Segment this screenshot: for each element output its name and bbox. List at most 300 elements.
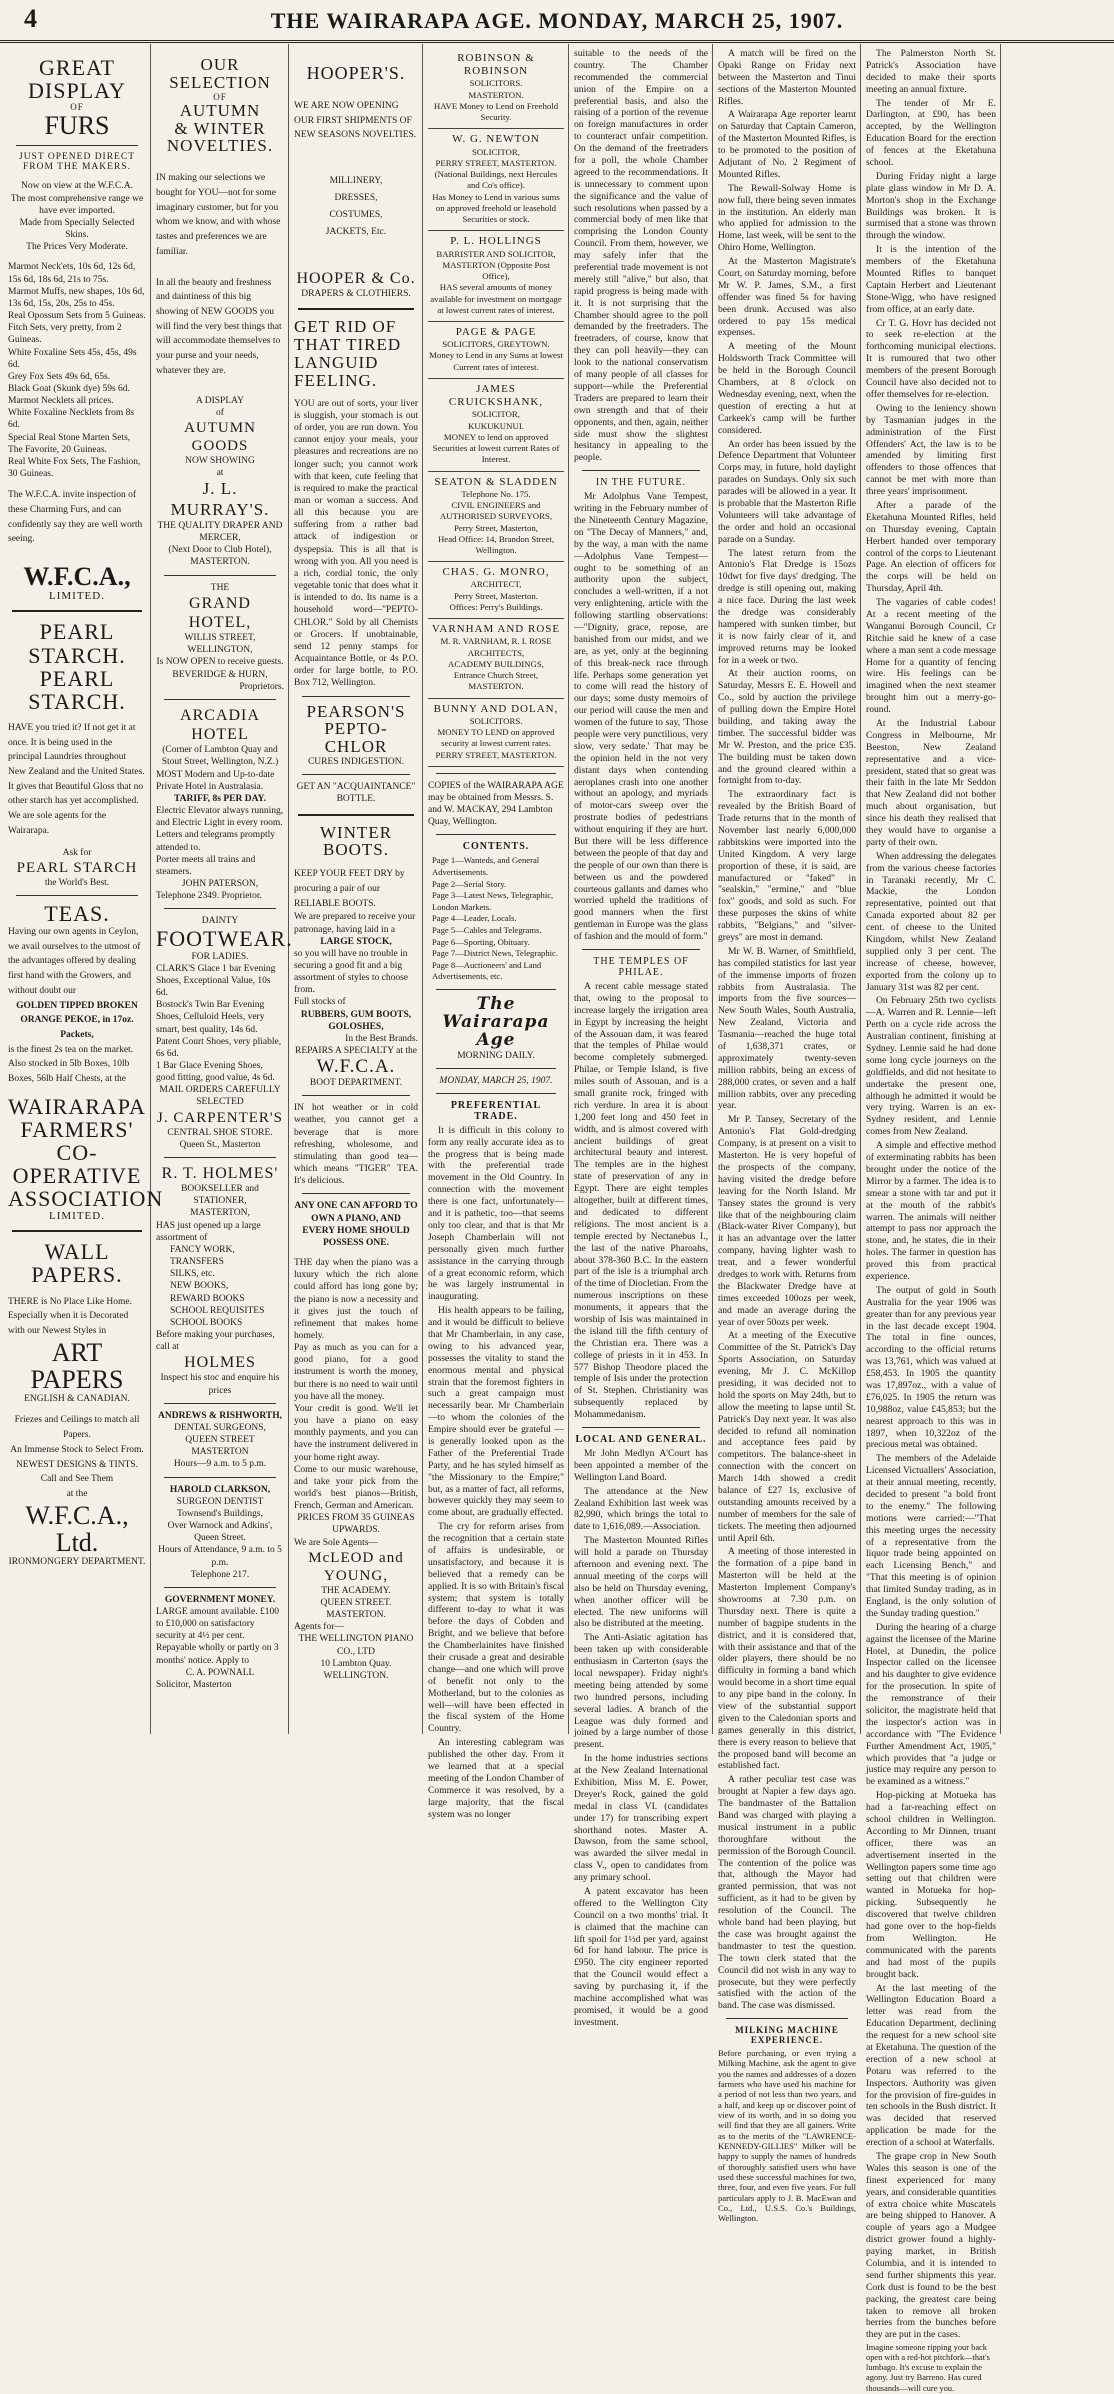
furs-title: FURS <box>44 111 110 141</box>
hooper-headline: HOOPER'S. <box>306 63 406 83</box>
arcadia-body: MOST Modern and Up-to-date Private Hotel in Australasia. <box>156 769 275 792</box>
wfca-limited: LIMITED. <box>49 590 105 603</box>
hooper-item: DRESSES, <box>334 193 378 204</box>
farmers-limited: LIMITED. <box>49 1210 105 1223</box>
card-line: Perry Street, Masterton. <box>453 590 539 601</box>
news-paragraph: It is the intention of the members of the Eketahuna Mounted Rifles to banquet Captain Herbert and Lieutenant Stone-Wigg, who have resigned from office, at an early date. <box>866 244 996 315</box>
card-line: Offices: Perry's Buildings. <box>449 601 543 612</box>
news-paragraph: The vagaries of cable codes! At a recent meeting of the Wanganui Borough Council, Cr Ritchie said he knew of a case where a man sent a code message Home for a quantity of fencing wire. His feelings can be imagined when the next steamer brought him out a merry-go-round. <box>866 597 996 716</box>
card-line: ARCHITECT, <box>470 579 522 590</box>
wallpapers-headline: WALL PAPERS. <box>31 1239 123 1288</box>
art-papers: ART PAPERS <box>30 1337 124 1394</box>
winter-boots-body-3: so you will have no trouble in securing a good fit and a big assortment of styles to choose from. <box>294 948 408 996</box>
future-headline: IN THE FUTURE. <box>595 477 687 489</box>
news-paragraph: Cr T. G. Hovr has decided not to seek re-election at the forthcoming municipal elections. It is rumoured that two other members of the present Borough Council have also decided not to offer themselves for re-election. <box>866 317 996 400</box>
news-paragraph: After a parade of the Eketahuna Mounted Rifles, held on Thursday evening, Captain Herbert handed over temporary control of the corps to Lieutenant Page. An election of officers for the corps will be held on Thursday, April 4th. <box>866 499 996 595</box>
news-paragraph: The Palmerston North St. Patrick's Association have decided to make their sports meeting an annual fixture. <box>866 48 996 95</box>
holmes-town: MASTERTON, <box>190 1208 250 1219</box>
furs-intro: JUST OPENED DIRECT FROM THE MAKERS. <box>19 152 135 173</box>
hooper-items <box>294 173 418 241</box>
news-paragraph: A Wairarapa Age reporter learnt on Saturday that Captain Cameron, of the Masterton Mounted Rifles, is to be promoted to the position of Adjutant of No. 2 Regiment of Mounted Rifles. <box>718 109 856 180</box>
arcadia-tariff: TARIFF, 8s PER DAY. <box>174 793 266 804</box>
arcadia-lines <box>156 805 284 878</box>
news-paragraph: At the Masterton Magistrate's Court, on Saturday morning, before Mr W. P. James, S.M., a first offender was fined 5s for having been drunk. Accused was also ordered to pay 15s medical expenses. <box>718 256 856 339</box>
news-paragraph: Mr P. Tansey, Secretary of the Antonio's Flat Gold-dredging Company, is at present on a visit to Masterton. He is very hopeful of the prospects of the company, having visited the dredge before leaving for the North Island. Mr Tansey states the ground is very like that of the neighbouring claim (Black-water River Company), but it has an advantage over the latter company, having lighter wash to treat, and a fewer wonderful dredges to work with. Returns from the Blackwater Dredge have at times exceeded 100ozs per week, and made an average during the year of over 50ozs per week. <box>718 1114 856 1328</box>
card-line: Money to Lend in any Sums at lowest Current rates of interest. <box>429 350 563 372</box>
grand-hotel-props: BEVERIDGE & HURN, <box>172 669 268 680</box>
teas-body: Having our own agents in Ceylon, we avail ourselves to the utmost of the advantages offered by dealing first hand with the Growers, and without doubt our <box>8 926 141 996</box>
holmes-item: NEW BOOKS, <box>170 1281 229 1292</box>
clarkson-line: Over Warnock and Adkins', <box>167 1521 273 1532</box>
news-paragraph: A match will be fired on the Opaki Range on Friday next between the Masterton and Tinui sections of the Masterton Mounted Rifles. <box>718 48 856 107</box>
starch-body: HAVE you tried it? If not get it at once. It is being used in the principal Laundries throughout New Zealand and the United States. It gives that Beautiful Gloss that no other starch has yet accomplished. We are sole agents for the Wairarapa. <box>8 722 145 836</box>
card-line: CIVIL ENGINEERS and AUTHORISED SURVEYORS, <box>439 500 553 522</box>
column-6 <box>714 48 860 2224</box>
news-paragraph: At their auction rooms, on Saturday, Messrs E. E. Howell and Co., sold by auction the privilege of pulling down the Empire Hotel building, and taking away the timber. The successful bidder was Mr W. Preston, and the price £35. The building must be taken down and the ground cleared within a fortnight from to-day. <box>718 668 856 787</box>
column-rule <box>422 44 423 1734</box>
column-3 <box>290 48 422 1728</box>
footwear-lines <box>156 963 284 1085</box>
gov-money-head: GOVERNMENT MONEY. <box>164 1594 276 1605</box>
local-paragraph: Mr John Medlyn A'Court has been appointed a member of the Wellington Land Board. <box>574 1447 708 1483</box>
milking-body: Before purchasing, or even trying a Milking Machine, ask the agent to give you the names and addresses of a dozen farmers who have used his machine for a period of not less than two years, and a half, and keep up or discover point of view of its worth, and in so doing you will find that they are all gainers. Write as to the merits of the "LAWRENCE-KENNEDY-GILLIES" Milker will be happy to supply the names of hundreds of thoroughly satisfied users who have used these successful machines for two, three, four, and even five years. For full particulars apply to J. B. MacEwan and Co., Ltd., U.S.S. Co.'s Buildings, Wellington. <box>718 2048 856 2224</box>
card-line: Entrance Church Street, MASTERTON. <box>453 670 539 692</box>
holmes-sub: BOOKSELLER and STATIONER, <box>181 1184 259 1207</box>
card-line: SOLICITOR, <box>472 146 520 157</box>
clarkson-lines <box>156 1508 284 1581</box>
piano-agents: We are Sole Agents— <box>294 1537 378 1548</box>
column-5 <box>570 48 712 2028</box>
furs-item: Grey Fox Sets 49s 6d, 65s. <box>8 371 111 382</box>
news-paragraph: The grape crop in New South Wales this season is one of the finest experienced for many years, and considerable quantities of extra choice white Muscatels are being shipped to Hanover. A couple of years ago a Mudgee district grower found a highly-paying market, in British Columbia, and it is intended to send further shipments this year. Cork dust is found to be the best packing, the greatest care being taken to remove all broken berries from the bunches before they are put in the cases. <box>866 2150 996 2341</box>
gov-money-body: LARGE amount available. £100 to £10,000 on satisfactory security at 4½ per cent. Repayable wholly or partly on 3 months' notice. Apply to <box>156 1606 279 1666</box>
contents-row: Page 8—Auctioneers' and Land Advertisements, etc. <box>432 959 542 982</box>
future-text <box>574 491 708 943</box>
footwear-line: 1 Bar Glace Evening Shoes, good fitting, good value, 4s 6d. <box>156 1060 275 1084</box>
news-paragraph: On February 25th two cyclists—A. Warren and R. Lennie—left Perth on a cycle ride across the Australian continent, finishing at Sydney. Lennie said he had done some long cycle journeys on the goldfields, and did not hesitate to undertake the present one, although he admitted it would be very trying. Warren is an ex-Sydney resident, and Lennie comes from New Zealand. <box>866 995 996 1138</box>
holmes-body: HAS just opened up a large assortment of <box>156 1220 261 1243</box>
local-news-column <box>718 48 856 2012</box>
professional-card <box>428 48 564 129</box>
winter-boots-full: Full stocks of <box>294 997 346 1008</box>
murray-name: J. L. MURRAY'S. <box>170 479 270 519</box>
murray-sub: THE QUALITY DRAPER AND MERCER, <box>157 520 283 544</box>
contents-list <box>428 855 564 983</box>
card-line: PERRY STREET, MASTERTON. <box>435 749 557 760</box>
professional-card <box>428 322 564 379</box>
tired-body: YOU are out of sorts, your liver is sluggish, your stomach is out of order, you are run down. You cannot enjoy your meals, your pleasures and recreations are no longer such; you cannot work with that keen, cute feeling that is required to make the practical man or woman a success. And all this because you are suffering from a rather bad attack of indigestion or dyspepsia. This is all that is wrong with you. All you need is a rich, cordial tonic, the only vegetable tonic that does what it is intended to do. Its name is a household word—"PEPTO-CHLOR." Sold by all Chemists or Grocers. If unobtainable, send 12 penny stamps for Acquaintance Bottle, or 4s P.O. order for large bottle, to P.O. Box 712, Wellington. <box>294 398 418 689</box>
furs-item: White Foxaline Necklets from 8s 6d. <box>8 408 135 431</box>
clarkson-line: Queen Street. <box>194 1533 246 1544</box>
furs-item: Marmot Neck'ets, 10s 6d, 12s 6d, 15s 6d, 18s 6d, 21s to 75s. <box>8 262 136 285</box>
contents-row: Page 5—Cables and Telegrams. <box>432 925 542 935</box>
card-name: CHAS. G. MONRO, <box>442 566 550 579</box>
piano-body-2: Pay as much as you can for a good piano, for a good instrument is worth the money, but there is no need to wait until you have all the money. <box>294 1343 418 1402</box>
card-line: Head Office: 14, Brandon Street, Wellington. <box>437 533 555 555</box>
news-paragraph: The output of gold in South Australia for the year 1906 was greater than for any previous year in the last decade except 1904. The total in fine ounces, according to the official returns was 13,761, which was valued at £58,453. In 1905 the quantity was 17,897oz., with a value of £76,025. In 1905 the return was 10,988oz, value £45,853; but the nearest approach to this was in 1897, when 10,322oz of the precious metal was obtained. <box>866 1284 996 1451</box>
wellington-piano-town: WELLINGTON. <box>323 1670 389 1681</box>
ironmongery-dept: IRONMONGERY DEPARTMENT. <box>8 1557 146 1568</box>
column-rule <box>860 44 861 1734</box>
display-label: A DISPLAY <box>196 395 244 406</box>
selection-of: OF <box>213 91 227 102</box>
autumn-goods: AUTUMN GOODS <box>184 419 256 454</box>
news-column-7 <box>866 48 996 2341</box>
card-line: SOLICITOR, <box>472 409 520 420</box>
wfca-ltd: W.F.C.A., Ltd. <box>25 1500 129 1558</box>
furs-line: Now on view at the W.F.C.A. <box>21 181 133 192</box>
news-paragraph: A rather peculiar test case was brought at Napier a few days ago. The bandmaster of the Battalion Band was charged with playing a musical instrument in a public thoroughfare without the permission of the Borough Council. The contention of the police was that, although the Mayor had granted permission, that was not sufficient, as it had to be given by resolution of the Council. The whole band had been playing, but the case was brought against the bandmaster to test the question. The town clerk stated that the Council did not wish in any way to prosecute, but they were perfectly satisfied with the action of the band. The case was dismissed. <box>718 1774 856 2012</box>
mcleod-young: McLEOD and YOUNG, <box>308 1549 404 1584</box>
holmes-item: FANCY WORK, <box>170 1244 235 1255</box>
the-label: THE <box>210 582 230 593</box>
leader-paragraph: The cry for reform arises from the recognition that a certain state of affairs is undesirable, or unsatisfactory, and because it is believed that a remedy can be applied. It is so with Britain's fiscal system; that system is totally different to-day to what it was before the days of Cobden and Bright, and we believe that before the Chamberlainites have finished their crusade a great and desirable change—and one which will prove of benefit not only to the Motherland, but to the colonies as well—will have been effected in the fiscal system of the Home Country. <box>428 1521 564 1735</box>
local-paragraph: The Masterton Mounted Rifles will hold a parade on Thursday afternoon and evening next. The annual meeting of the corps will also be held on Thursday evening, when another officer will be elected. The new uniforms will also be distributed at the meeting. <box>574 1535 708 1630</box>
selection-headline: OUR SELECTION <box>169 55 271 92</box>
winter-boots-stock: LARGE STOCK, <box>320 936 392 947</box>
teas-body-2: is the finest 2s tea on the market. Also stocked in 5lb Boxes, 10lb Boxes, 56lb Half Chests, at the <box>8 1044 134 1085</box>
card-line: BARRISTER AND SOLICITOR, <box>436 248 556 259</box>
professional-card <box>428 231 564 322</box>
news-paragraph: During Friday night a large plate glass window in Mr D. A. Morton's shop in the Exchange Buildings was broken. It is surmised that a stone was thrown through the window. <box>866 170 996 242</box>
card-name: SEATON & SLADDEN <box>434 475 558 488</box>
piano-headline: ANY ONE CAN AFFORD TO OWN A PIANO, AND EVERY HOME SHOULD POSSESS ONE. <box>294 1201 418 1248</box>
news-paragraph: When addressing the delegates from the various cheese factories in Taranaki recently, Mr C. Mackie, the London representative, pointed out that Canada exported about 82 per cent. of cheese to the United Kingdom, whilst New Zealand supplied only 3 per cent. The increase of cheese, however, exported from the colony up to January 31st was 82 per cent. <box>866 850 996 993</box>
card-line: M. R. VARNHAM, R. I. ROSE <box>440 636 552 647</box>
holmes-before: Before making your purchases, call at <box>156 1329 275 1353</box>
contents-row: Page 4—Leader, Locals. <box>432 913 517 924</box>
footwear-headline: FOOTWEAR. <box>156 926 293 952</box>
local-text <box>574 1448 708 2029</box>
wallpapers-line: An Immense Stock to Select From. <box>10 1444 144 1455</box>
card-name: W. G. NEWTON <box>452 133 540 146</box>
holmes-item: SCHOOL REQUISITES <box>170 1305 265 1316</box>
local-paragraph: In the home industries sections at the New Zealand International Exhibition, Miss M. E. Power, Dreyer's Rock, gained the gold medal in class VI. (candidates under 17) for transcribing expert shorthand notes. Master A. Dawson, from the same school, was awarded the silver medal in class V., open to candidates from any primary school. <box>574 1753 708 1884</box>
furs-item: Marmot Necklets all prices. <box>8 396 114 407</box>
card-line: MONEY TO LEND on approved security at lowest current rates. <box>437 727 555 749</box>
holmes-item: REWARD BOOKS <box>170 1293 245 1304</box>
grand-hotel-addr: WILLIS STREET, WELLINGTON, <box>184 633 256 656</box>
leader-paragraph: An interesting cablegram was published the other day. From it we learned that at a special meeting of the London Chamber of Commerce it was resolved, by a large majority, that the fiscal system was no longer <box>428 1737 564 1820</box>
card-line: SOLICITORS, GREYTOWN. <box>442 339 550 350</box>
andrews-hours: Hours—9 a.m. to 5 p.m. <box>173 1459 267 1470</box>
academy-addr: QUEEN STREET. MASTERTON. <box>320 1597 392 1621</box>
pearson-name: PEARSON'S PEPTO-CHLOR <box>306 701 406 757</box>
winter-boots-headline: WINTER BOOTS. <box>319 822 393 860</box>
column-2 <box>152 48 293 1728</box>
wellington-piano-addr: 10 Lambton Quay. <box>320 1658 392 1669</box>
furs-price-list <box>8 261 146 480</box>
starch-name: PEARL STARCH <box>16 859 138 876</box>
paper-subtitle: MORNING DAILY. <box>457 1050 535 1061</box>
contents-row: Page 1—Wanteds, and General Advertisements. <box>432 855 540 878</box>
furs-invite: The W.F.C.A. invite inspection of these Charming Furs, and can confidently say they are well worth seeing. <box>8 490 143 545</box>
furs-line: The most comprehensive range we have ever imported. <box>10 193 144 216</box>
furs-item: Real Opossum Sets from 5 Guineas. <box>8 311 146 322</box>
starch-ask: Ask for <box>62 847 92 858</box>
contents-headline: CONTENTS. <box>462 841 530 853</box>
starch-headline-1: PEARL STARCH. <box>28 619 126 668</box>
furs-item: Marmot Muffs, new shapes, 10s 6d, 13s 6d, 15s, 20s, 25s to 45s. <box>8 286 145 309</box>
contents-row: Page 7—District News, Telegraphic. <box>432 948 558 959</box>
news-paragraph: A simple and effective method of exterminating rabbits has been brought under the notice of the Mirror by a farmer. The idea is to smear a stone with tar and put it at the mouth of the rabbit's warren. The animals will neither attempt to pass nor approach the stone, and, he states, die in their holes. The farmer in question has proved this from practical experience. <box>866 1140 996 1282</box>
card-line: ARCHITECTS, <box>467 647 525 658</box>
wfca-name: W.F.C.A., <box>23 562 131 592</box>
philae-text <box>574 981 708 1421</box>
local-paragraph: The attendance at the New Zealand Exhibition last week was 82,990, which brings the total to date to 1,616,089.—Association. <box>574 1485 708 1533</box>
news-paragraph: An order has been issued by the Defence Department that Volunteer Corps may, in future, hold daylight parades on Sundays. Only six such parades will be allowed in a year. It is probable that the Masterton Rifle Volunteers will take advantage of the order and hold an occasional parade on a Sunday. <box>718 438 856 545</box>
column-7 <box>862 48 1000 2393</box>
wallpapers-lines <box>8 1413 146 1501</box>
furs-item: Special Real Stone Marten Sets, The Favorite, 20 Guineas. <box>8 432 131 455</box>
furs-item: Fitch Sets, very pretty, from 2 Guineas. <box>8 323 122 346</box>
holmes-item: TRANSFERS <box>170 1257 224 1268</box>
display-of: of <box>216 407 224 418</box>
grand-hotel-proprietors: Proprietors. <box>239 681 284 692</box>
gov-money-name: C. A. POWNALL <box>185 1667 255 1678</box>
leader-paragraph: It is difficult in this colony to form any really accurate idea as to the progress that is being made with the preferential trade movement in the Old Country. In connection with the movement there is one fact, unfortunately—and it is pathetic, too—that seems only too clear, and that is that Mr Joseph Chamberlain will not personally given much further assistance in the carrying through of a great economic reform, which he was largely instrumental in inaugurating. <box>428 1124 564 1303</box>
column-rule <box>288 44 289 1734</box>
mail-orders: MAIL ORDERS CAREFULLY SELECTED <box>159 1085 281 1108</box>
selection-body-2: In all the beauty and freshness and daintiness of this big showing of NEW GOODS you will find the very best things that will accommodate themselves to your purse and your needs, whatever they are. <box>156 277 282 376</box>
piano-body-4: Come to our music warehouse, and take your pick from the world's best pianos—British, French, German and American. <box>294 1464 418 1512</box>
andrews-sub: DENTAL SURGEONS, <box>174 1422 266 1433</box>
holmes-name: R. T. HOLMES' <box>161 1164 279 1182</box>
wallpapers-line: Call and See Them <box>40 1474 114 1485</box>
wallpapers-line: NEWEST DESIGNS & TINTS. <box>15 1459 139 1470</box>
news-paragraph: Hop-picking at Motueka has had a far-reaching effect on school children in Wellington. According to Mr Dinnen, truant officer, there was an advertisement inserted in the Wellington papers some time ago setting out that children were wanted in Motueka for hop-picking. Subsequently he discovered that twelve children had gone over to the hop-fields from Wellington. He communicated with the parents and had most of the pupils brought back. <box>866 1790 996 1980</box>
card-line: HAVE Money to Lend on Freehold Security. <box>433 100 559 123</box>
contents-row: Page 2—Serial Story. <box>432 878 507 889</box>
hooper-item: JACKETS, Etc. <box>325 227 387 238</box>
paper-date: MONDAY, MARCH 25, 1907. <box>439 1075 553 1086</box>
furs-of: OF <box>70 102 84 113</box>
hooper-body: WE ARE NOW OPENING OUR FIRST SHIPMENTS OF NEW SEASONS NOVELTIES. <box>294 100 417 141</box>
piano-prices: PRICES FROM 35 GUINEAS UPWARDS. <box>297 1513 415 1536</box>
furs-item: Black Goat (Skunk dye) 59s 6d. <box>8 383 130 394</box>
selection-title-1: AUTUMN <box>179 100 261 120</box>
holmes-call: HOLMES <box>184 1354 256 1372</box>
arcadia-hotel: ARCADIA HOTEL <box>180 706 260 744</box>
card-line: MONEY to lend on approved Securities at lowest current Rates of Interest. <box>432 431 560 465</box>
teas-brand: GOLDEN TIPPED BROKEN ORANGE PEKOE, in 17oz. Packets, <box>16 1000 138 1040</box>
news-paragraph: Owing to the leniency shown by Tasmanian judges in the administration of the First Offenders' Act, the law is to be amended by limiting first offenders to those offences that cannot be met with more than three years' imprisonment. <box>866 402 996 498</box>
card-line: (National Buildings, next Hercules and Co's office). <box>434 169 558 191</box>
card-name: JAMES CRUICKSHANK, <box>448 382 544 409</box>
winter-boots-dept: BOOT DEPARTMENT. <box>309 1078 403 1089</box>
furs-lines <box>8 180 146 253</box>
carpenter-name: J. CARPENTER'S <box>157 1109 283 1126</box>
arcadia-phone: Telephone 2349. Proprietor. <box>156 891 262 902</box>
news-paragraph: A meeting of those interested in the formation of a pipe band in Masterton will be held at the Masterton Implement Company's showrooms at 7.30 p.m. on Thursday next. There is quite a number of bagpipe students in the district, and it is considered that, with their assistance and that of the older players, there should be no difficulty in forming a band which would become in a short time equal to any pipe band in the colony. In view of the substantial support given to the Caledonian sports and games generally in this district, there is every reason to believe that the proposed band will become an established fact. <box>718 1546 856 1772</box>
hooper-item: MILLINERY, <box>329 176 383 187</box>
winter-boots-body-2: We are prepared to receive your patronage, having laid in a <box>294 912 416 935</box>
news-paragraph: A meeting of the Mount Holdsworth Track Committee will be held in the Borough Council Chambers, at 8 o'clock on Wednesday evening, next, when the question of erecting a hut at Carkeek's camp will be further considered. <box>718 341 856 436</box>
card-line: ACADEMY BUILDINGS, <box>448 658 544 669</box>
clarkson-sub: SURGEON DENTIST <box>176 1496 264 1507</box>
starch-best: the World's Best. <box>44 877 110 888</box>
card-line: MASTERTON (Opposite Post Office), <box>442 259 550 281</box>
gov-money-sig: Solicitor, Masterton <box>156 1679 232 1690</box>
card-line: HAS several amounts of money available for investment on mortgage at lowest current rates of interest. <box>430 282 562 315</box>
starch-headline-2: PEARL STARCH. <box>28 665 126 714</box>
local-paragraph: The Anti-Asiatic agitation has been taken up with considerable enthusiasm in Carterton (says the local newspaper). Friday night's meeting being attended by some two hundred persons, including several ladies. A branch of the League was duly formed and joined by a large number of those present. <box>574 1632 708 1751</box>
lumbago-ad: Imagine someone ripping your back open with a red-hot pitchfork—that's lumbago. It's excuse to explain the agony. Just try Barreno. Has cured thousands—will cure you. <box>866 2343 990 2393</box>
winter-boots-repairs: REPAIRS A SPECIALTY at the <box>295 1046 417 1057</box>
andrews-addr: QUEEN STREET MASTERTON <box>185 1435 255 1458</box>
selection-title-3: NOVELTIES. <box>166 136 274 156</box>
card-name: PAGE & PAGE <box>455 326 537 338</box>
card-name: P. L. HOLLINGS <box>450 235 542 248</box>
contents-row: Page 3—Latest News, Telegraphic, London Markets. <box>432 890 554 912</box>
card-line: SOLICITORS. <box>469 715 523 726</box>
masthead-title: THE WAIRARAPA AGE. MONDAY, MARCH 25, 1907. <box>270 8 844 33</box>
holmes-item: SCHOOL BOOKS <box>170 1317 243 1328</box>
masthead <box>0 0 1114 43</box>
holmes-item: SILKS, etc. <box>170 1269 215 1280</box>
grand-hotel-open: Is NOW OPEN to receive guests. <box>156 657 284 668</box>
carpenter-addr: Queen St., Masterton <box>179 1139 261 1150</box>
arcadia-line: Letters and telegrams promptly attended to. <box>156 830 275 853</box>
column-4 <box>424 48 568 1820</box>
news-paragraph: The members of the Adelaide Licensed Victuallers' Association, at their annual meeting, recently, decided to present "a bold front to the enemy." The following motions were carried:—"That this meeting urges the necessity of a representative from the liquor trade being appointed on each Licensing Bench," and "That this meeting is of opinion that limited Sunday trading, as in England, is the only solution of the Sunday trading question." <box>866 1453 996 1619</box>
card-name: VARNHAM AND ROSE <box>431 623 561 636</box>
clarkson-line: Hours of Attendance, 9 a.m. to 5 p.m. <box>158 1545 282 1568</box>
winter-boots-rubbers: RUBBERS, GUM BOOTS, GOLOSHES, <box>300 1009 412 1032</box>
selection-body: IN making our selections we bought for YOU—not for some imaginary customer, but for you whom we know, and with whose tastes and preferences we are familiar. <box>156 173 281 257</box>
murray-town: MASTERTON. <box>190 557 250 568</box>
leader-continued <box>574 48 708 464</box>
at-label: at <box>216 468 224 479</box>
card-line: PERRY STREET, MASTERTON. <box>435 157 557 168</box>
page-number: 4 <box>24 4 37 33</box>
philae-paragraph: A recent cable message stated that, owing to the proposal to increase largely the irrigation area in Egypt by increasing the height of the Assouan dam, it was feared that the temples of Philae would become completely submerged. Philae, or Temple Island, is five miles south of Assouan, and is a small granite rock, fringed with rich verdure. In area it is about 1,200 feet long and 450 feet in width, and is almost covered with ancient buildings of great architectural beauty and interest. The temples are in the highest state of preservation of any in Egypt. There are eight temples altogether, built at different times, and dedicated to different religions. The most ancient is a temple erected by Nectanebus I., the last of the native Pharoahs, about 378-360 B.C. In the eastern part of the isle is a triumphal arch of the time of Diocletian. From the numerous inscriptions on these monuments, it appears that the worship of Isis was maintained in the island till the fifth century of the Christian era. There was a college of priests in it in 453. In 577 Bishop Theodore placed the temple of Isis under the protection of St. Stephen. Christianity was subsequently replaced by Mohammedanism. <box>574 981 709 1421</box>
winter-boots-wfca: W.F.C.A. <box>316 1056 396 1078</box>
wallpapers-line: Friezes and Ceilings to match all Papers. <box>14 1415 140 1441</box>
footwear-line: Bostock's Twin Bar Evening Shoes, Celluloid Heels, very smart, best quality, 14s 6d. <box>156 1000 265 1035</box>
furs-line: Made from Specially Selected Skins. <box>19 217 135 241</box>
furs-line: The Prices Very Moderate. <box>26 242 128 253</box>
footwear-line: CLARK'S Glace 1 bar Evening Shoes, Exceptional Value, 10s 6d. <box>156 963 276 999</box>
footwear-line: Patent Court Shoes, very pliable, 6s 6d. <box>156 1036 282 1059</box>
arcadia-addr: (Corner of Lambton Quay and Stout Street, Wellington, N.Z.) <box>161 745 279 768</box>
professional-card <box>428 472 564 563</box>
pearson-sub: CURES INDIGESTION. <box>307 757 405 768</box>
column-1 <box>4 48 164 1728</box>
news-paragraph: At a meeting of the Executive Committee of the St. Patrick's Day Sports Association, on Saturday evening, Mr J. C. McKillop presiding, it was decided not to hold the sports on May 24th, but to allow the meeting to lapse until St. Patrick's Day next year. It was also decided to refund all nomination and acceptance fees paid by competitors. The balance-sheet in connection with the concert on March 14th showed a credit balance of £27 1s, exclusive of outstanding amounts received by a number of members for the sale of tickets. The meeting then adjourned until April 6th. <box>718 1330 856 1544</box>
card-name: BUNNY AND DOLAN, <box>433 702 559 715</box>
grand-hotel: GRAND HOTEL, <box>188 594 252 631</box>
hooper-item: COSTUMES, <box>329 210 383 221</box>
professional-card <box>428 699 564 767</box>
furs-item: Real White Fox Sets, The Fashion, 30 Guineas. <box>8 456 141 480</box>
news-paragraph: The latest return from the Antonio's Flat Dredge is 15ozs 10dwt for five days' dredging. The dredge is still opening out, making a nice face. During the last week the dredge was considerably hampered with sunken timber, but it is now fairly clear of it, and improved returns may be looked for in a week or two. <box>718 547 856 666</box>
agents-for: Agents for— <box>294 1622 344 1633</box>
piano-body-3: Your credit is good. We'll let you have a piano on easy monthly payments, and you can have the instrument delivered in your home right away. <box>294 1403 418 1463</box>
professional-card <box>428 619 564 698</box>
winter-boots-brands: In the Best Brands. <box>345 1033 418 1044</box>
local-headline: LOCAL AND GENERAL. <box>575 1433 707 1445</box>
clarkson-name: HAROLD CLARKSON, <box>169 1484 271 1495</box>
news-paragraph: The tender of Mr E. Darlington, at £90, has been accepted, by the Wellington Education Board for the erection of fences at the Eketahuna school. <box>866 97 996 169</box>
arcadia-owner: JOHN PATERSON, <box>181 879 259 889</box>
holmes-inspect: Inspect his stoc and enquire his prices <box>160 1373 280 1396</box>
column-rule <box>712 44 713 1734</box>
hooper-sub: DRAPERS & CLOTHIERS. <box>301 289 411 300</box>
leader-text <box>428 1125 564 1821</box>
professional-cards <box>428 48 564 767</box>
copies-notice: COPIES of the WAIRARAPA AGE may be obtained from Messrs. S. and W. MACKAY, 294 Lambton Quay, Wellington. <box>428 780 564 828</box>
column-rule <box>150 44 151 1734</box>
card-name: ROBINSON & ROBINSON <box>457 52 535 78</box>
card-line: Perry Street, Masterton, <box>453 522 539 533</box>
leader-paragraph: suitable to the needs of the country. The Chamber recommended the commercial union of the Empire on a preferential basis, and also the raising of a portion of the revenue on foreign manufactures in order to counteract unfair competition. On the demand of the freetraders for a poll, the whole Chamber agreed to the recommendations. It is unnecessary to comment upon the significance and the value of such resolutions when passed by a commercial body of men like that comprising the London County Council. From them, however, we may safely infer that the preferential trade movement is not merely still "alive," but also, that rapid progress is being made with it. It is not surprising that the Chamber should agree to the poll demanded by the freetraders. The freetraders, of course, know that they can poll heavily—they can look to the national conservatism of many people of all classes for support—while the Preferential Traders are prepared to learn their own strength and that of their opponents, and then, again, neither side must show the slightest hesitancy in appealing to the people. <box>574 48 709 464</box>
arcadia-line: Electric Elevator always running, and Electric Light in every room. <box>156 806 284 829</box>
winter-boots-body: KEEP YOUR FEET DRY by procuring a pair of our RELIABLE BOOTS. <box>294 869 405 909</box>
arcadia-line: Porter meets all trains and steamers. <box>156 854 256 877</box>
furs-item: White Foxaline Sets 45s, 45s, 49s 6d. <box>8 347 137 370</box>
local-paragraph: A patent excavator has been offered to the Wellington City Council on a two months' trial. It is claimed that the machine can lift spoil for 1½d per yard, against 6d for hand labour. The price is £950. The city engineer reported that the Council would effect a saving by purchasing it, if the machine accomplished what was promised, it would be a good investment. <box>574 1886 708 2028</box>
professional-card <box>428 379 564 472</box>
furs-headline: GREAT DISPLAY <box>28 55 126 104</box>
professional-card <box>428 562 564 619</box>
news-paragraph: The extraordinary fact is revealed by the British Board of Trade returns that in the month of November last nearly 6,000,000 rabbitskins were imported into the United Kingdom. A very large proportion of these, it is said, are manufactured or "faked" in "sealskin," "ermine," and "blue fox" goods, and sold as such. For these purposes the skins of white rabbits, "Belgians," and "silver-greys" are most in demand. <box>718 789 856 944</box>
teas-headline: TEAS. <box>44 900 110 926</box>
for-ladies: FOR LADIES. <box>191 951 249 962</box>
paper-title: The Wairarapa Age <box>442 993 550 1050</box>
holmes-items <box>156 1244 284 1329</box>
tired-headline: GET RID OF THAT TIRED LANGUID FEELING. <box>294 317 402 390</box>
now-showing: NOW SHOWING <box>185 455 255 466</box>
piano-body: THE day when the piano was a luxury which the rich alone could afford has long gone by; the piano is now a necessity and it gives just the touch of refinement that makes home homely. <box>294 1258 418 1341</box>
farmers-name: WAIRARAPA FARMERS' CO-OPERATIVE ASSOCIATION <box>8 1093 164 1212</box>
acquaintance: GET AN "ACQUAINTANCE" BOTTLE. <box>296 782 416 805</box>
card-line: SOLICITORS. <box>469 78 523 89</box>
selection-title-2: & WINTER <box>174 118 266 138</box>
carpenter-sub: CENTRAL SHOE STORE. <box>167 1127 273 1138</box>
milking-headline: MILKING MACHINE EXPERIENCE. <box>735 2025 839 2046</box>
card-line: Has Money to Lend in various sums on approved freehold or leasehold Securities or stock. <box>432 191 560 225</box>
news-paragraph: At the last meeting of the Wellington Education Board a letter was read from the Education Department, declining the request for a new school site at Eketahuna. The question of the erection of a new school at Potaru was referred to the Inspectors. Authority was given for the provision of fire-guides in ten schools in the Bush district. It was decided that reserved application be made for the erection of a school at Waterfalls. <box>866 1982 996 2149</box>
hooper-co: HOOPER & Co. <box>296 270 416 288</box>
andrews-name: ANDREWS & RISHWORTH, <box>158 1410 282 1421</box>
wellington-piano-co: THE WELLINGTON PIANO CO., LTD <box>298 1634 414 1657</box>
leader-paragraph: His health appears to be failing, and it would be difficult to believe that Mr Chamberlain, in any case, owing to his advanced year, possesses the vitality to stand the enormous mental and physical strain that the foremost fighters in such a great campaign must necessarily bear. Mr Chamberlain—to whom the colonies of the Empire should ever be grateful —is generally looked upon as the Father of the Preferential Trade Party, and he has styled himself as "the Missionary to the Empire;" but, as a matter of fact, all reforms, however quickly they may seem to come about, are gradually effected. <box>428 1305 564 1519</box>
news-paragraph: Mr W. B. Warner, of Smithfield, has compiled statistics for last year of the immense imports of frozen rabbits from Australasia. The imports from the five sources—New South Wales, South Australia, New Zealand, Victoria and Tasmania—reached the huge total of 1,638,371 crates, or approximately twenty-seven million rabbits, being an excess of 288,000 crates, or seven and a half million rabbits, over any preceding year. <box>718 945 856 1112</box>
card-line: MASTERTON. <box>468 89 524 100</box>
clarkson-line: Townsend's Buildings, <box>176 1508 264 1519</box>
art-papers-sub: ENGLISH & CANADIAN. <box>24 1394 130 1405</box>
column-rule <box>568 44 569 1734</box>
news-paragraph: At the Industrial Labour Congress in Melbourne, Mr Beeston, New Zealand representative and a vice-president, stated that so great was their faith in the late Mr Seddon that New Zealand did not bother much about organisation, but since his death they realised that they would have to organise a party of their own. <box>866 717 996 848</box>
leader-headline: PREFERENTIAL TRADE. <box>450 1099 542 1122</box>
news-paragraph: The Rewall-Solway Home is now full, there being seven inmates in the institution. An elderly man who applied for admission to the Home, last week, will be sent to the Ohiro Home, Wellington. <box>718 182 856 254</box>
wallpapers-body: THERE is No Place Like Home. Especially when it is Decorated with our Newest Styles in <box>8 1296 133 1336</box>
dainty-label: DAINTY <box>201 916 239 927</box>
future-paragraph: Mr Adolphus Vane Tempest, writing in the February number of the Nineteenth Century Magazine, on "The Decay of Manners," and, by the way, a man with the name—Adolphus Vane Tempest—ought to be something of an authority upon the subject, concludes a well-written, if a not very enlightening, article with the following startling observations:—"Dignity, grace, repose, are banished from our midst, and we are, as yet, only at the beginning of this break-neck race through life. Perhaps some generation yet to come will read the history of our days; some dusty memoirs of our period will cause the men and women of the future to say, 'Those people were very punctilious, very slow, very sedate.' That may be the opinion held in the not very distant days when contending aeroplanes crash into one another without an apology, and myriads of motor-cars sweep over the prostrate bodies of pedestrians without enquiring if they are hurt. But there will be less difference between the people of that day and the people of our own than there is between us and the powdered courteous gallants and dames who worried upheld the traditions of good manners when the first gentleman in Europe was the glass of fashion and the mould of form." <box>574 491 708 943</box>
professional-card <box>428 129 564 231</box>
academy: THE ACADEMY. <box>321 1585 391 1596</box>
contents-row: Page 6—Sporting, Obituary. <box>432 936 530 947</box>
murray-addr: (Next Door to Club Hotel), <box>168 545 272 556</box>
tiger-tea-body: IN hot weather or in cold weather, you cannot get a beverage that is more refreshing, wholesome, and stimulating than good tea—which means "TIGER" TEA. It's delicious. <box>294 1103 418 1187</box>
philae-headline: THE TEMPLES OF PHILAE. <box>593 956 689 979</box>
clarkson-line: Telephone 217. <box>190 1569 250 1580</box>
news-paragraph: During the hearing of a charge against the licensee of the Marine Hotel, at Dunedin, the police Inspector called on the licensee and his daughter to give evidence for the prosecution. In spite of the remonstrance of their solicitor, the magistrate held that the inspector's action was in accordance with "The Evidence Further Amendment Act, 1905," which provides that "a judge or justice may require any person to be examined as a witness." <box>866 1621 996 1788</box>
card-line: KUKUKUNUI. <box>468 420 524 431</box>
card-line: Telephone No. 175. <box>461 488 531 499</box>
column-rule <box>1000 44 1001 1734</box>
